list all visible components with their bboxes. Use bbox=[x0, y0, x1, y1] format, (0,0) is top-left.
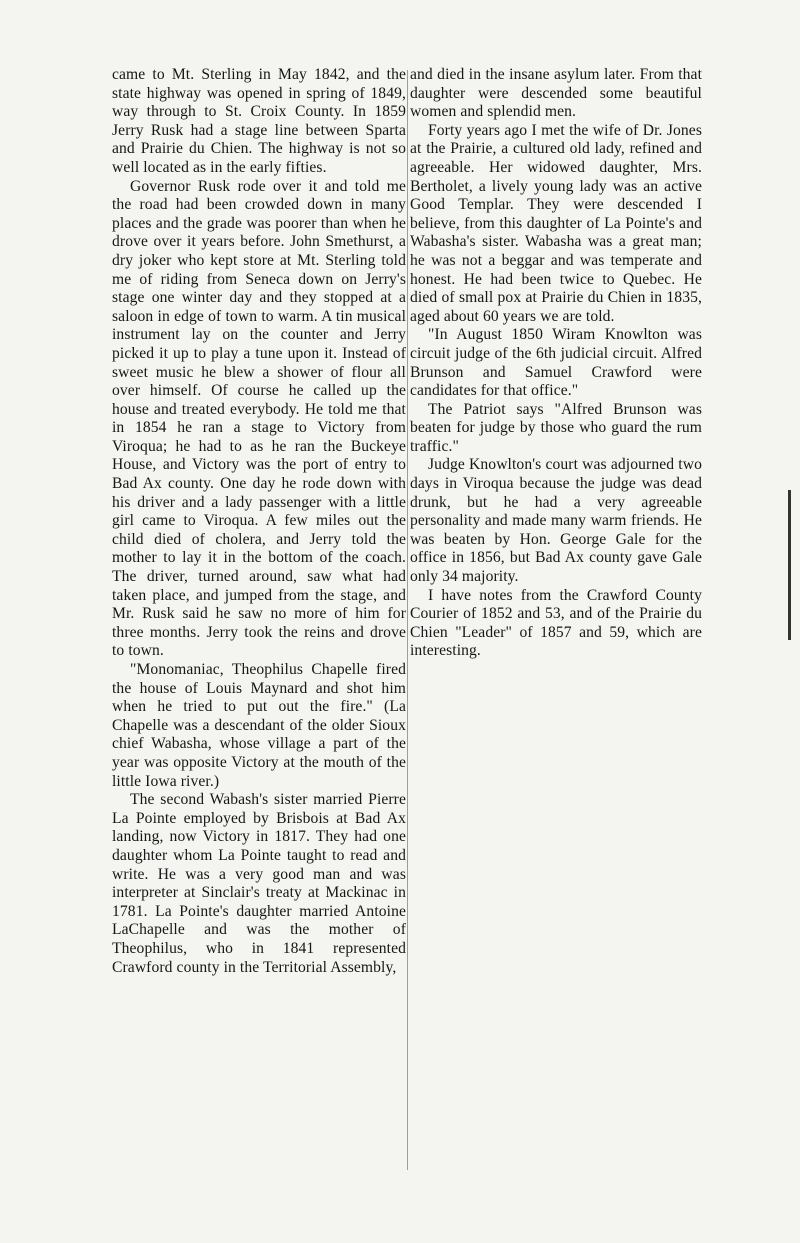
paragraph: The second Wabash's sister married Pierre La Pointe employed by Brisbois at Bad Ax landing, now Victory in 1817. They had one daughter whom La Pointe taught to read and write. He was a very good man and was interpreter at Sinclair's treaty at Mackinac in 1781. La Pointe's daughter married Antoine LaChapelle and was the mother of Theophilus, who in 1841 represented Crawford county in the Territorial Assembly, bbox=[112, 791, 406, 976]
right-column bbox=[410, 66, 702, 661]
paragraph: Governor Rusk rode over it and told me the road had been crowded down in many places and the grade was poorer than when he drove over it years before. John Smethurst, a dry joker who kept store at Mt. Sterling told me of riding from Seneca down on Jerry's stage one winter day and they stopped at a saloon in edge of town to warm. A tin musical instrument lay on the counter and Jerry picked it up to play a tune upon it. Instead of sweet music he blew a shower of flour all over himself. Of course he called up the house and treated everybody. He told me that in 1854 he ran a stage to Victory from Viroqua; he had to as he ran the Buckeye House, and Victory was the port of entry to Bad Ax county. One day he rode down with his driver and a lady passenger with a little girl came to Viroqua. A few miles out the child died of cholera, and Jerry told the mother to lay it in the bottom of the coach. The driver, turned around, saw what had taken place, and jumped from the stage, and Mr. Rusk said he saw no more of him for three months. Jerry took the reins and drove to town. bbox=[112, 177, 406, 660]
paragraph: and died in the insane asylum later. From that daughter were descended some beautiful women and splendid men. bbox=[410, 66, 702, 121]
paragraph: "In August 1850 Wiram Knowlton was circuit judge of the 6th judicial circuit. Alfred Brunson and Samuel Crawford were candidates for that office." bbox=[410, 326, 702, 400]
paragraph: came to Mt. Sterling in May 1842, and the state highway was opened in spring of 1849, way through to St. Croix County. In 1859 Jerry Rusk had a stage line between Sparta and Prairie du Chien. The highway is not so well located as in the early fifties. bbox=[112, 66, 406, 176]
scan-edge-mark bbox=[788, 490, 791, 640]
paragraph: I have notes from the Crawford County Courier of 1852 and 53, and of the Prairie du Chien "Leader" of 1857 and 59, which are interesting. bbox=[410, 586, 702, 660]
paragraph: Judge Knowlton's court was adjourned two days in Viroqua because the judge was dead drunk, but he had a very agreeable personality and made many warm friends. He was beaten by Hon. George Gale for the office in 1856, but Bad Ax county gave Gale only 34 majority. bbox=[410, 456, 702, 586]
column-divider bbox=[407, 70, 408, 1170]
paragraph: The Patriot says "Alfred Brunson was beaten for judge by those who guard the rum traffic." bbox=[410, 400, 702, 455]
left-column bbox=[112, 66, 406, 977]
paragraph: "Monomaniac, Theophilus Chapelle fired the house of Louis Maynard and shot him when he tried to put out the fire." (La Chapelle was a descendant of the older Sioux chief Wabasha, whose village a part of the year was opposite Victory at the mouth of the little Iowa river.) bbox=[112, 661, 406, 790]
paragraph: Forty years ago I met the wife of Dr. Jones at the Prairie, a cultured old lady, refined and agreeable. Her widowed daughter, Mrs. Bertholet, a lively young lady was an active Good Templar. They were descended I believe, from this daughter of La Pointe's and Wabasha's sister. Wabasha was a great man; he was not a beggar and was temperate and honest. He had been twice to Quebec. He died of small pox at Prairie du Chien in 1835, aged about 60 years we are told. bbox=[410, 121, 702, 325]
